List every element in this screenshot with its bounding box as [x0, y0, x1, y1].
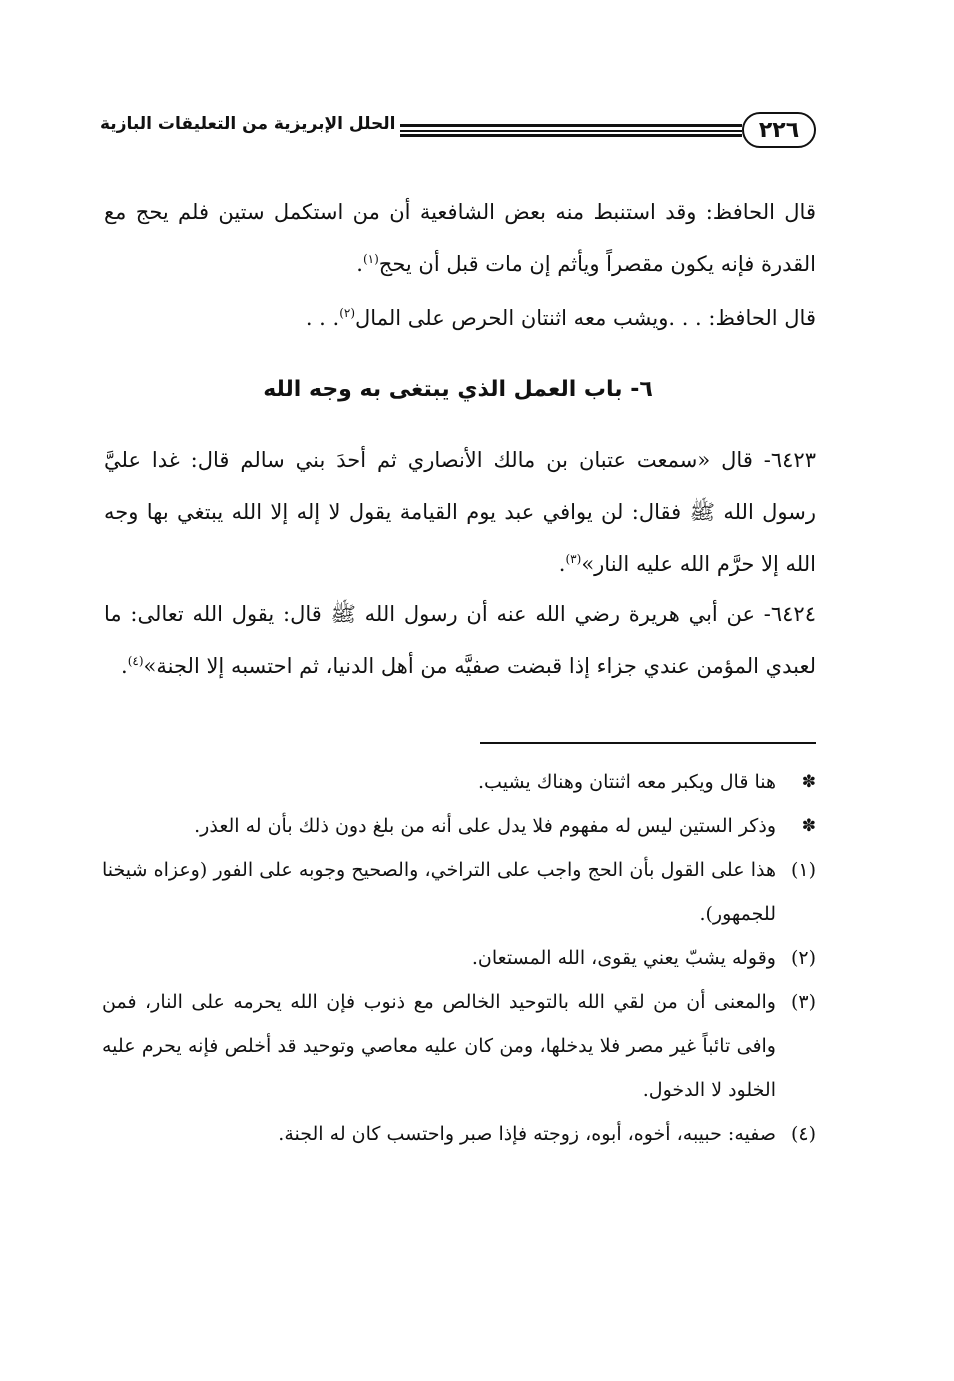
- hadith-6423: [104, 434, 816, 590]
- footnote-1: [102, 848, 816, 936]
- footnote-number: (١): [790, 859, 816, 881]
- footnote-number: (٢): [790, 947, 816, 969]
- paragraph-hafiz-2: [104, 292, 816, 344]
- page-number: ٢٢٦: [742, 112, 816, 148]
- note-text: صفيه: حبيبه، أخوه، أبوه، زوجته فإذا صبر واحتسب كان له الجنة.: [278, 1123, 776, 1145]
- paragraph-end: .: [121, 654, 128, 678]
- footnote-ref: (٢): [339, 306, 356, 320]
- hadith-text: ٦٤٢٤- عن أبي هريرة رضي الله عنه أن رسول الله ﷺ قال: يقول الله تعالى: ما لعبدي المؤمن عندي جزاء إذا قبضت صفيَّه من أهل الدنيا، ثم احتسبه إلا الجنة»: [104, 602, 816, 678]
- paragraph-hafiz-1: [104, 186, 816, 290]
- note-text: هذا على القول بأن الحج واجب على التراخي، والصحيح وجوبه على الفور (وعزاه شيخنا للجمهور).: [102, 859, 776, 925]
- footnotes: [102, 760, 816, 1156]
- footnote-ref: (١): [362, 252, 379, 266]
- star-icon: ✽: [801, 772, 816, 792]
- paragraph-end: .: [356, 252, 363, 276]
- note-text: والمعنى أن من لقي الله بالتوحيد الخالص مع ذنوب فإن الله يحرمه على النار، فمن وافى تائباً غير مصر فلا يدخلها، ومن كان عليه معاصي وتوحيد قد أخلص فإنه يحرم عليه الخلود لا الدخول.: [102, 991, 776, 1101]
- note-text: هنا قال ويكبر معه اثنتان وهناك يشيب.: [478, 771, 776, 793]
- footnote-separator: [480, 742, 816, 744]
- note-text: وقوله يشبّ يعني يقوى، الله المستعان.: [471, 947, 776, 969]
- note-star-2: [102, 804, 816, 848]
- paragraph-end: . . .: [305, 306, 340, 330]
- note-star-1: [102, 760, 816, 804]
- footnote-number: (٣): [790, 991, 816, 1013]
- footnote-number: (٤): [790, 1123, 816, 1145]
- hadith-6424: [104, 588, 816, 692]
- section-title: ٦- باب العمل الذي يبتغى به وجه الله: [263, 377, 653, 402]
- book-title: الحلل الإبريزية من التعليقات البازية: [100, 114, 396, 134]
- hadith-text: ٦٤٢٣- قال «سمعت عتبان بن مالك الأنصاري ثم أحدَ بني سالم قال: غدا عليَّ رسول الله ﷺ فقال: لن يوافي عبد يوم القيامة يقول لا إله إلا الله يبتغي بها وجه الله إلا حرَّم الله عليه النار»: [104, 448, 816, 576]
- paragraph-text: قال الحافظ: . . .ويشب معه اثنتان الحرص على المال: [355, 306, 816, 330]
- header-rule: [400, 124, 742, 127]
- page-header: [100, 112, 816, 152]
- paragraph-text: قال الحافظ: وقد استنبط منه بعض الشافعية أن من استكمل ستين فلم يحج مع القدرة فإنه يكون مقصراً ويأثم إن مات قبل أن يحج: [104, 200, 816, 276]
- header-rule: [400, 130, 742, 132]
- header-rule: [400, 134, 742, 137]
- note-text: وذكر الستين ليس له مفهوم فلا يدل على أنه من بلغ دون ذلك بأن له العذر.: [194, 815, 776, 837]
- footnote-4: [102, 1112, 816, 1156]
- paragraph-end: .: [558, 552, 566, 576]
- footnote-3: [102, 980, 816, 1112]
- star-icon: ✽: [801, 816, 816, 836]
- footnote-ref: (٤): [127, 654, 144, 668]
- footnote-2: [102, 936, 816, 980]
- footnote-ref: (٣): [565, 552, 582, 566]
